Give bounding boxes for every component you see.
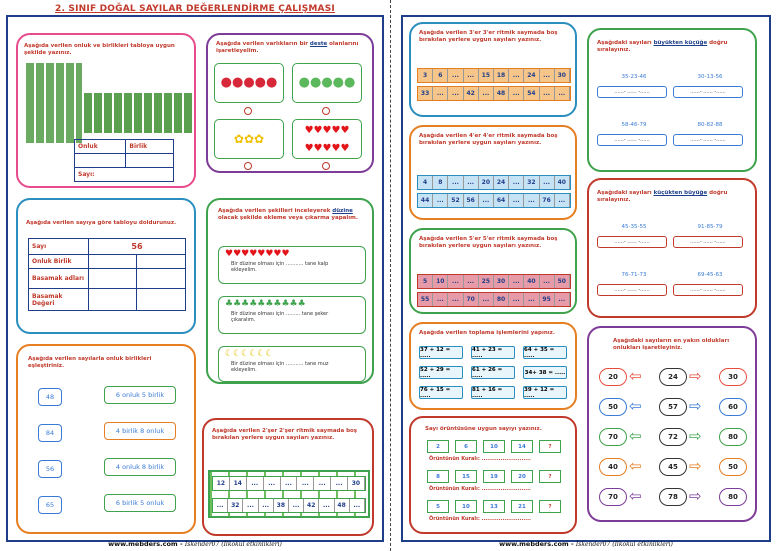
tens-header: Onluk bbox=[75, 140, 126, 154]
number-card[interactable]: 56 bbox=[38, 460, 62, 478]
group-numbers: 58-46-79 bbox=[621, 122, 647, 128]
sequence-cell[interactable]: ... bbox=[509, 275, 524, 288]
addition-item[interactable]: 52 + 29 = ..... bbox=[419, 366, 463, 379]
tens-option[interactable]: 20 bbox=[599, 368, 627, 386]
tens-option[interactable]: 70 bbox=[599, 488, 627, 506]
mark-circle[interactable] bbox=[244, 162, 252, 170]
page-title: 2. SINIF DOĞAL SAYILAR DEĞERLENDİRME ÇALIŞMASI bbox=[55, 4, 335, 14]
skip-two-question: Aşağıda verilen 2'şer 2'şer ritmik saymada boş bırakılan yerlere uygun sayıları yazınız. bbox=[212, 428, 358, 441]
arrow-right-icon: ⇨ bbox=[689, 457, 702, 475]
addition-item[interactable]: 61 + 26 = ..... bbox=[471, 366, 515, 379]
skip-four-row-top bbox=[417, 175, 571, 190]
place-value-table bbox=[28, 238, 186, 311]
sequence-cell: 70 bbox=[464, 293, 479, 306]
skip-five-row-bottom bbox=[417, 292, 571, 307]
sequence-cell[interactable]: ... bbox=[264, 477, 281, 490]
sequence-cell: 56 bbox=[464, 194, 479, 207]
strawberry-group-icon: ●●●●● bbox=[214, 63, 284, 103]
addition-item[interactable]: 64 + 35 = ..... bbox=[523, 346, 567, 359]
sequence-cell: 30 bbox=[555, 69, 570, 82]
value-card[interactable]: 4 birlik 8 onluk bbox=[104, 422, 176, 440]
tens-option[interactable]: 30 bbox=[719, 368, 747, 386]
sequence-cell[interactable]: ... bbox=[540, 176, 555, 189]
number-card[interactable]: 48 bbox=[38, 388, 62, 406]
sequence-cell[interactable]: ... bbox=[509, 87, 524, 100]
sequence-cell: 42 bbox=[304, 499, 319, 512]
given-number: 56 bbox=[89, 239, 186, 255]
number-card[interactable]: 65 bbox=[38, 496, 62, 514]
pattern-cell: 8 bbox=[427, 470, 449, 483]
sequence-cell[interactable]: ... bbox=[448, 275, 463, 288]
page-footer: www.mebders.com - İskender07 (İlkokul etkinlikleri) bbox=[499, 540, 673, 548]
tens-option[interactable]: 80 bbox=[719, 488, 747, 506]
sequence-cell: 48 bbox=[494, 87, 509, 100]
pattern-cell[interactable]: ? bbox=[539, 440, 561, 453]
arrow-right-icon: ⇨ bbox=[689, 427, 702, 445]
sequence-cell: 50 bbox=[555, 275, 570, 288]
answer-cell[interactable] bbox=[89, 269, 137, 289]
pattern-cell[interactable]: ? bbox=[539, 470, 561, 483]
banana-task bbox=[218, 346, 366, 382]
pattern-cell: 15 bbox=[455, 470, 477, 483]
pattern-cell: 10 bbox=[455, 500, 477, 513]
answer-field[interactable]: ......- ...... -...... bbox=[597, 284, 667, 296]
task-text: Bir düzine olması için ........... tane kalp ekleyelim. bbox=[231, 261, 329, 273]
place-value-question: Aşağıda verilen sayıya göre tabloyu doldurunuz. bbox=[26, 220, 177, 226]
target-number: 72 bbox=[659, 428, 687, 446]
answer-cell[interactable] bbox=[89, 255, 137, 269]
answer-field[interactable]: ......- ...... -...... bbox=[673, 236, 743, 248]
group-numbers: 76-71-73 bbox=[621, 272, 647, 278]
sequence-cell: 8 bbox=[433, 176, 448, 189]
descending-question: Aşağıdaki sayıları büyükten küçüğe doğru sıralayınız. bbox=[597, 40, 728, 53]
sequence-cell: 48 bbox=[335, 499, 350, 512]
sequence-cell[interactable]: ... bbox=[433, 194, 448, 207]
answer-field[interactable]: ......- ...... -...... bbox=[673, 284, 743, 296]
sequence-cell[interactable]: ... bbox=[297, 477, 314, 490]
pattern-cell: 5 bbox=[427, 500, 449, 513]
addition-item[interactable]: 37 + 12 = ..... bbox=[419, 346, 463, 359]
sequence-cell: 30 bbox=[494, 275, 509, 288]
sequence-cell: 52 bbox=[448, 194, 463, 207]
page-footer: www.mebders.com - İskender07 (İlkokul etkinlikleri) bbox=[108, 540, 282, 548]
sequence-cell: 95 bbox=[540, 293, 555, 306]
sequence-cell[interactable]: ... bbox=[448, 69, 463, 82]
pattern-cell: 6 bbox=[455, 440, 477, 453]
sequence-cell[interactable]: ... bbox=[243, 499, 258, 512]
sequence-cell: 3 bbox=[418, 69, 433, 82]
sequence-cell[interactable]: ... bbox=[433, 293, 448, 306]
ones-blocks-icon bbox=[84, 93, 194, 133]
deste-box bbox=[206, 33, 374, 173]
sequence-cell[interactable]: ... bbox=[281, 477, 298, 490]
target-number: 78 bbox=[659, 488, 687, 506]
answer-cell[interactable] bbox=[137, 255, 186, 269]
skip-three-question: Aşağıda verilen 3'er 3'er ritmik saymada boş bırakılan yerlere uygun sayıları yazınız. bbox=[419, 30, 558, 43]
pattern-rule-label: Örüntünün Kuralı: .......................... bbox=[429, 516, 531, 522]
banana-icon: ☾☾☾☾☾☾ bbox=[225, 349, 274, 359]
nearest-question: Aşağıdaki sayıların en yakın oldukları onlukları işaretleyiniz. bbox=[613, 338, 730, 351]
target-number: 45 bbox=[659, 458, 687, 476]
tens-option[interactable]: 70 bbox=[599, 428, 627, 446]
place-value-box bbox=[16, 198, 196, 334]
sequence-cell: 55 bbox=[418, 293, 433, 306]
sequence-cell[interactable]: ... bbox=[213, 499, 228, 512]
arrow-left-icon: ⇦ bbox=[629, 397, 642, 415]
left-worksheet bbox=[0, 0, 390, 551]
addition-box bbox=[409, 322, 577, 410]
skip-three-box bbox=[409, 22, 577, 117]
sequence-cell: 42 bbox=[464, 87, 479, 100]
skip-four-box bbox=[409, 125, 577, 220]
task-text: Bir düzine olması için ......... tane şeker çıkaralım. bbox=[231, 311, 329, 323]
sequence-cell[interactable]: ... bbox=[540, 275, 555, 288]
sequence-cell: 20 bbox=[479, 176, 494, 189]
pattern-cell: 10 bbox=[483, 440, 505, 453]
sequence-cell[interactable]: ... bbox=[314, 477, 331, 490]
answer-field[interactable]: ......- ...... -...... bbox=[597, 134, 667, 146]
group-numbers: 30-13-56 bbox=[697, 74, 723, 80]
sequence-cell: 40 bbox=[524, 275, 539, 288]
sequence-cell[interactable]: ... bbox=[464, 69, 479, 82]
dozen-question: Aşağıda verilen şekilleri inceleyerek düzine olacak şekilde ekleme veya çıkarma yapalım. bbox=[218, 208, 358, 221]
match-question: Aşağıda verilen sayılarla onluk birlikleri eşleştiriniz. bbox=[28, 356, 152, 369]
value-card[interactable]: 6 birlik 5 onluk bbox=[104, 494, 176, 512]
sequence-cell[interactable]: ... bbox=[540, 69, 555, 82]
sequence-cell[interactable]: ... bbox=[479, 293, 494, 306]
sequence-cell[interactable]: ... bbox=[555, 87, 570, 100]
tens-option[interactable]: 50 bbox=[719, 458, 747, 476]
sequence-cell: 44 bbox=[418, 194, 433, 207]
skip-four-row-bottom bbox=[417, 193, 571, 208]
answer-field[interactable]: ......- ...... -...... bbox=[597, 236, 667, 248]
answer-cell[interactable] bbox=[89, 289, 137, 311]
sequence-cell[interactable]: ... bbox=[464, 275, 479, 288]
sequence-cell[interactable]: ... bbox=[448, 293, 463, 306]
answer-field[interactable]: ......- ...... -...... bbox=[673, 86, 743, 98]
mark-circle[interactable] bbox=[244, 107, 252, 115]
sequence-cell: 24 bbox=[524, 69, 539, 82]
right-worksheet bbox=[391, 0, 781, 551]
sequence-cell: 76 bbox=[540, 194, 555, 207]
sequence-cell[interactable]: ... bbox=[350, 499, 365, 512]
skip-two-row-top bbox=[212, 476, 366, 491]
tens-option[interactable]: 80 bbox=[719, 428, 747, 446]
sequence-cell[interactable]: ... bbox=[509, 293, 524, 306]
sequence-cell[interactable]: ... bbox=[448, 176, 463, 189]
sequence-cell[interactable]: ... bbox=[433, 87, 448, 100]
tens-answer-table bbox=[74, 139, 174, 182]
pattern-question: Sayı örüntüsüne uygun sayıyı yazınız. bbox=[425, 426, 542, 432]
sequence-cell[interactable]: ... bbox=[479, 87, 494, 100]
arrow-right-icon: ⇨ bbox=[689, 367, 702, 385]
sequence-cell[interactable]: ... bbox=[247, 477, 264, 490]
sequence-cell: 25 bbox=[479, 275, 494, 288]
mark-circle[interactable] bbox=[322, 107, 330, 115]
sequence-cell: 80 bbox=[494, 293, 509, 306]
sequence-cell: 40 bbox=[555, 176, 570, 189]
skip-two-box bbox=[202, 418, 374, 536]
hearts-icon: ♥♥♥♥♥♥♥♥ bbox=[225, 249, 290, 259]
sequence-cell: 54 bbox=[524, 87, 539, 100]
addition-item[interactable]: 41 + 23 = ..... bbox=[471, 346, 515, 359]
descending-box bbox=[587, 28, 757, 172]
group-numbers: 45-35-55 bbox=[621, 224, 647, 230]
skip-five-box bbox=[409, 228, 577, 314]
arrow-left-icon: ⇦ bbox=[629, 427, 642, 445]
sequence-cell: 14 bbox=[230, 477, 247, 490]
target-number: 24 bbox=[659, 368, 687, 386]
number-card[interactable]: 84 bbox=[38, 424, 62, 442]
sequence-cell: 32 bbox=[228, 499, 243, 512]
tens-answer-cell[interactable] bbox=[75, 154, 126, 168]
sequence-cell[interactable]: ... bbox=[555, 293, 570, 306]
answer-cell[interactable] bbox=[137, 289, 186, 311]
sequence-cell: 5 bbox=[418, 275, 433, 288]
sequence-cell[interactable]: ... bbox=[289, 499, 304, 512]
ascending-box bbox=[587, 178, 757, 318]
pattern-rule-label: Örüntünün Kuralı: .......................... bbox=[429, 456, 531, 462]
hearts-group-icon: ♥♥♥♥♥ ♥♥♥♥♥ bbox=[292, 119, 362, 159]
sequence-cell: 33 bbox=[418, 87, 433, 100]
sequence-cell[interactable]: ... bbox=[509, 69, 524, 82]
sequence-cell: 64 bbox=[494, 194, 509, 207]
pattern-cell: 19 bbox=[483, 470, 505, 483]
sequence-cell: 18 bbox=[494, 69, 509, 82]
sequence-cell: 4 bbox=[418, 176, 433, 189]
apple-group-icon: ●●●●● bbox=[292, 63, 362, 103]
sequence-cell[interactable]: ... bbox=[555, 194, 570, 207]
pattern-rule-label: Örüntünün Kuralı: .......................... bbox=[429, 486, 531, 492]
candy-icon: ♣♣♣♣♣♣♣♣♣♣ bbox=[225, 299, 306, 309]
tens-option[interactable]: 60 bbox=[719, 398, 747, 416]
mark-circle[interactable] bbox=[322, 162, 330, 170]
arrow-left-icon: ⇦ bbox=[629, 457, 642, 475]
task-text: Bir düzine olması için ........... tane muz ekleyelim. bbox=[231, 361, 329, 373]
arrow-left-icon: ⇦ bbox=[629, 487, 642, 505]
row-label: Basamak adları bbox=[29, 269, 89, 289]
ones-header: Birlik bbox=[126, 140, 174, 154]
addition-question: Aşağıda verilen toplama işlemlerini yapınız. bbox=[419, 330, 555, 336]
group-numbers: 91-85-79 bbox=[697, 224, 723, 230]
skip-three-row-top bbox=[417, 68, 571, 83]
row-label: Sayı bbox=[29, 239, 89, 255]
skip-five-row-top bbox=[417, 274, 571, 289]
sequence-cell: 6 bbox=[433, 69, 448, 82]
skip-two-row-bottom bbox=[212, 498, 366, 513]
value-card[interactable]: 6 onluk 5 birlik bbox=[104, 386, 176, 404]
sequence-cell[interactable]: ... bbox=[479, 194, 494, 207]
sequence-cell[interactable]: ... bbox=[319, 499, 334, 512]
addition-item[interactable]: 39 + 12 = ..... bbox=[523, 386, 567, 399]
sequence-cell: 38 bbox=[274, 499, 289, 512]
skip-five-question: Aşağıda verilen 5'er 5'er ritmik saymada boş bırakılan yerlere uygun sayıları yazınız. bbox=[419, 236, 558, 249]
skip-four-question: Aşağıda verilen 4'er 4'er ritmik saymada boş bırakılan yerlere uygun sayıları yazınız. bbox=[419, 133, 558, 146]
dozen-box bbox=[206, 198, 374, 384]
answer-field[interactable]: ......- ...... -...... bbox=[673, 134, 743, 146]
answer-cell[interactable] bbox=[137, 269, 186, 289]
row-label: Basamak Değeri bbox=[29, 289, 89, 311]
tens-option[interactable]: 50 bbox=[599, 398, 627, 416]
sequence-cell[interactable]: ... bbox=[464, 176, 479, 189]
arrow-right-icon: ⇨ bbox=[689, 487, 702, 505]
match-box bbox=[16, 344, 196, 534]
sequence-cell: 10 bbox=[433, 275, 448, 288]
sequence-cell[interactable]: ... bbox=[540, 87, 555, 100]
pattern-cell[interactable]: ? bbox=[539, 500, 561, 513]
sequence-cell[interactable]: ... bbox=[448, 87, 463, 100]
sequence-cell[interactable]: ... bbox=[259, 499, 274, 512]
row-label: Onluk Birlik bbox=[29, 255, 89, 269]
tens-table-box bbox=[16, 33, 196, 188]
arrow-right-icon: ⇨ bbox=[689, 397, 702, 415]
sequence-cell[interactable]: ... bbox=[509, 176, 524, 189]
pattern-cell: 21 bbox=[511, 500, 533, 513]
pattern-cell: 2 bbox=[427, 440, 449, 453]
pattern-cell: 14 bbox=[511, 440, 533, 453]
value-card[interactable]: 4 onluk 8 birlik bbox=[104, 458, 176, 476]
sequence-cell[interactable]: ... bbox=[524, 194, 539, 207]
sequence-cell: 15 bbox=[479, 69, 494, 82]
deste-question: Aşağıda verilen varlıkların bir deste olanlarını işaretleyelim. bbox=[216, 41, 359, 54]
sequence-cell: 32 bbox=[524, 176, 539, 189]
tens-blocks-icon bbox=[26, 63, 82, 143]
addition-item[interactable]: 76 + 15 = ..... bbox=[419, 386, 463, 399]
sequence-cell[interactable]: ... bbox=[509, 194, 524, 207]
arrow-left-icon: ⇦ bbox=[629, 367, 642, 385]
answer-field[interactable]: ......- ...... -...... bbox=[597, 86, 667, 98]
target-number: 57 bbox=[659, 398, 687, 416]
sequence-cell: 24 bbox=[494, 176, 509, 189]
sequence-cell[interactable]: ... bbox=[524, 293, 539, 306]
sequence-cell: 30 bbox=[348, 477, 365, 490]
pattern-cell: 20 bbox=[511, 470, 533, 483]
number-row: Sayı: bbox=[75, 168, 174, 182]
group-numbers: 80-82-88 bbox=[697, 122, 723, 128]
addition-item[interactable]: 34+ 38 = ..... bbox=[523, 366, 567, 379]
skip-three-row-bottom bbox=[417, 86, 571, 101]
tens-option[interactable]: 40 bbox=[599, 458, 627, 476]
sequence-cell: 12 bbox=[213, 477, 230, 490]
ascending-question: Aşağıdaki sayıları küçükten büyüğe doğru sıralayınız. bbox=[597, 190, 728, 203]
nearest-tens-box bbox=[587, 326, 757, 522]
hearts-task bbox=[218, 246, 366, 284]
pattern-box bbox=[409, 416, 577, 534]
pattern-cell: 13 bbox=[483, 500, 505, 513]
tens-table-question: Aşağıda verilen onluk ve birlikleri tabloya uygun şekilde yazınız. bbox=[24, 43, 175, 56]
group-numbers: 69-45-63 bbox=[697, 272, 723, 278]
ones-answer-cell[interactable] bbox=[126, 154, 174, 168]
addition-item[interactable]: 81 + 16 = ..... bbox=[471, 386, 515, 399]
sequence-cell[interactable]: ... bbox=[331, 477, 348, 490]
ducks-group-icon: ✿✿✿ bbox=[214, 119, 284, 159]
group-numbers: 35-23-46 bbox=[621, 74, 647, 80]
candy-task bbox=[218, 296, 366, 334]
